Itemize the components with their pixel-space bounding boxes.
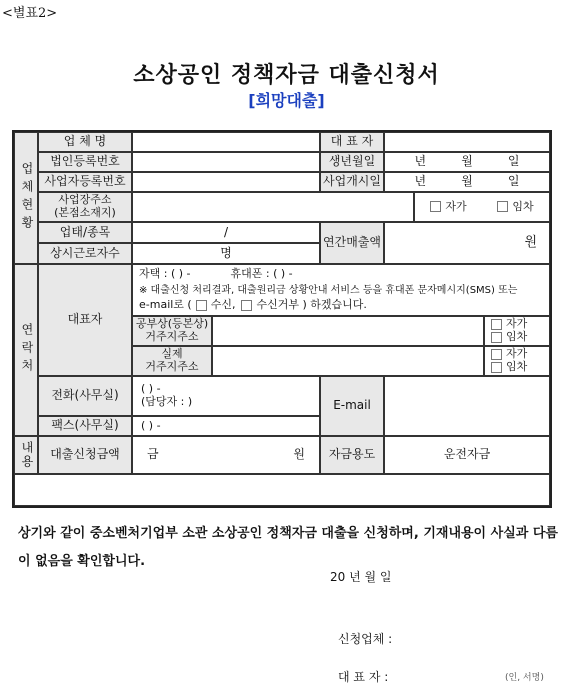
actual-address-field[interactable] — [212, 346, 484, 376]
application-form — [12, 130, 552, 508]
year-unit: 년 — [414, 174, 427, 189]
consent-line — [139, 299, 367, 312]
checkbox-icon — [430, 201, 441, 212]
application-date[interactable]: 20 년 월 일 — [330, 570, 392, 584]
sales-field[interactable]: 원 — [384, 222, 550, 264]
contact-section-label: 연락처 — [14, 264, 38, 436]
checkbox-icon — [491, 349, 502, 360]
rep-label: 대표자 — [38, 264, 132, 376]
office-phone-field[interactable] — [132, 376, 320, 416]
industry-label: 업태/종목 — [38, 222, 132, 243]
amount-prefix: 금 — [147, 447, 159, 462]
manager-value: (담당자 : ) — [141, 395, 193, 408]
email-field[interactable] — [384, 376, 550, 436]
day-unit: 일 — [507, 154, 520, 169]
own-checkbox[interactable] — [430, 201, 466, 214]
company-name-field[interactable] — [132, 132, 320, 152]
consent-prefix: e-mail로 ( — [139, 298, 192, 312]
birth-field[interactable] — [384, 152, 550, 172]
ceo-field[interactable] — [384, 132, 550, 152]
rent-checkbox[interactable] — [491, 331, 527, 344]
loan-amount-field[interactable] — [132, 436, 320, 474]
corp-reg-field[interactable] — [132, 152, 320, 172]
confirmation-statement: 상기와 같이 중소벤처기업부 소관 소상공인 정책자금 대출을 신청하며, 기재내용이 사실과 다름이 없음을 확인합니다. — [18, 526, 558, 569]
employees-label: 상시근로자수 — [38, 243, 132, 264]
location-label: 사업장주소 (본점소재지) — [38, 192, 132, 222]
office-phone-label: 전화(사무실) — [38, 376, 132, 416]
consent-no-label: 수신거부 ) 하겠습니다. — [256, 298, 367, 312]
own-label: 자가 — [506, 317, 528, 331]
loan-amount-label: 대출신청금액 — [38, 436, 132, 474]
amount-unit: 원 — [293, 447, 305, 462]
month-unit: 월 — [461, 174, 473, 189]
rent-checkbox[interactable] — [497, 201, 533, 214]
applicant-label: 신청업체 : — [338, 632, 393, 646]
checkbox-icon — [491, 319, 502, 330]
checkbox-icon — [491, 362, 502, 373]
sms-notice: ※ 대출신청 처리결과, 대출원리금 상황안내 서비스 등을 휴대폰 문자메시지(SMS) 또는 — [139, 284, 518, 296]
checkbox-icon — [491, 332, 502, 343]
consent-yes-label: 수신, — [210, 298, 236, 312]
ownership-options — [414, 192, 550, 222]
loan-section-label: 내용 — [14, 436, 38, 474]
seal-label[interactable]: (인, 서명) — [505, 673, 544, 683]
biz-reg-label: 사업자등록번호 — [38, 172, 132, 192]
company-section-label: 업체현황 — [14, 132, 38, 264]
month-unit: 월 — [461, 154, 473, 169]
sales-label: 연간매출액 — [320, 222, 384, 264]
day-unit: 일 — [507, 174, 520, 189]
document-subtitle: [희망대출] — [248, 91, 325, 110]
employees-field[interactable]: 명 — [132, 243, 320, 264]
ceo-label: 대 표 자 — [320, 132, 384, 152]
purpose-field[interactable]: 운전자금 — [384, 436, 550, 474]
consent-yes-checkbox[interactable] — [196, 300, 207, 311]
fax-field[interactable]: ( ) - — [132, 416, 320, 436]
home-phone[interactable]: 자택 : ( ) - — [139, 267, 191, 280]
rent-label: 임차 — [506, 360, 528, 373]
signatory-label: 대 표 자 : — [338, 670, 389, 684]
birth-label: 생년월일 — [320, 152, 384, 172]
actual-address-label: 실제 거주지주소 — [132, 346, 212, 376]
own-label: 자가 — [445, 199, 467, 213]
actual-address-ownership — [484, 346, 550, 376]
corp-reg-label: 법인등록번호 — [38, 152, 132, 172]
official-address-field[interactable] — [212, 316, 484, 346]
rent-label: 임차 — [512, 199, 534, 213]
document-title: 소상공인 정책자금 대출신청서 — [133, 63, 440, 88]
own-label: 자가 — [506, 347, 528, 361]
checkbox-icon — [497, 201, 508, 212]
official-address-ownership — [484, 316, 550, 346]
location-field[interactable] — [132, 192, 414, 222]
email-label: E-mail — [320, 376, 384, 436]
company-name-label: 업 체 명 — [38, 132, 132, 152]
start-date-field[interactable] — [384, 172, 550, 192]
rent-checkbox[interactable] — [491, 361, 527, 374]
rent-label: 임차 — [506, 330, 528, 343]
industry-field[interactable]: / — [132, 222, 320, 243]
purpose-label: 자금용도 — [320, 436, 384, 474]
office-phone-value: ( ) - — [141, 382, 161, 396]
attachment-tag: <별표2> — [2, 6, 58, 21]
biz-reg-field[interactable] — [132, 172, 320, 192]
start-date-label: 사업개시일 — [320, 172, 384, 192]
official-address-label: 공부상(등본상) 거주지주소 — [132, 316, 212, 346]
consent-no-checkbox[interactable] — [241, 300, 252, 311]
blank-row — [14, 474, 550, 506]
mobile-phone[interactable]: 휴대폰 : ( ) - — [230, 267, 293, 280]
year-unit: 년 — [414, 154, 427, 169]
fax-label: 팩스(사무실) — [38, 416, 132, 436]
rep-contact-box — [132, 264, 550, 316]
